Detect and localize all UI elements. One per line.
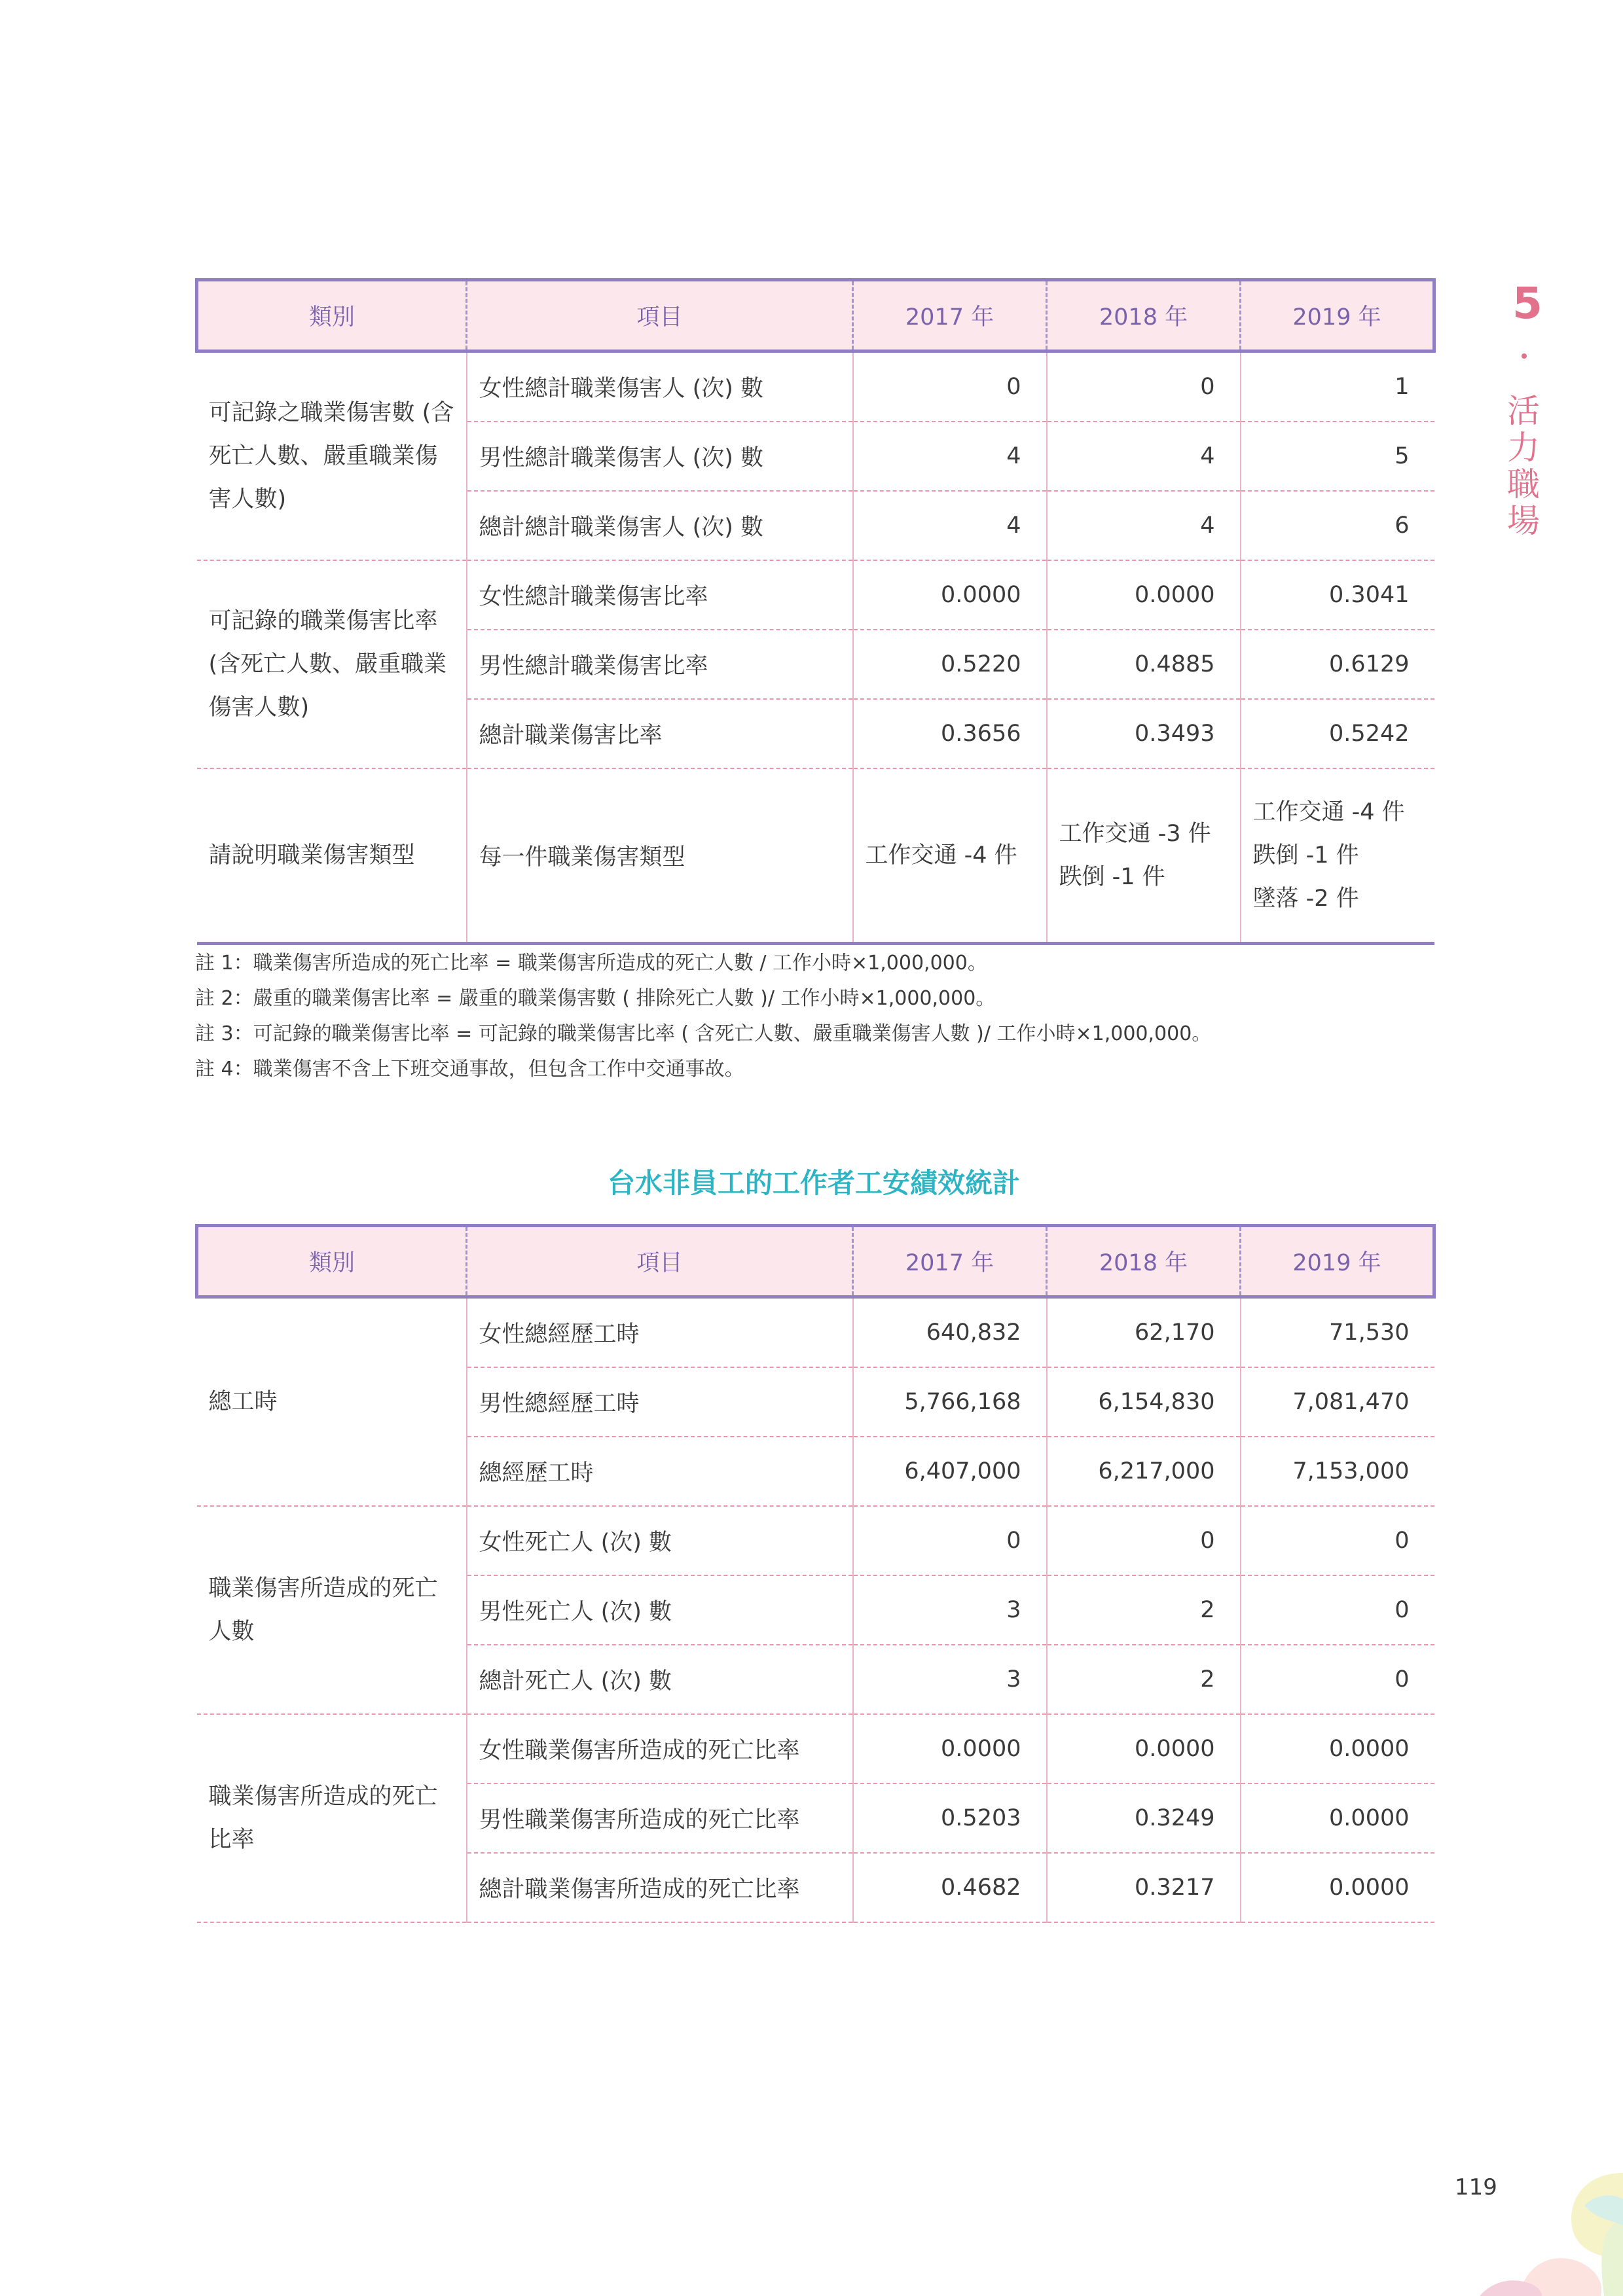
item-cell: 總計職業傷害所造成的死亡比率 (467, 1853, 853, 1922)
item-cell: 女性總計職業傷害人 (次) 數 (467, 351, 853, 422)
item-cell: 男性總經歷工時 (467, 1367, 853, 1437)
value-2017: 4 (853, 491, 1047, 560)
item-cell: 每一件職業傷害類型 (467, 768, 853, 944)
header-category: 類別 (197, 1226, 467, 1297)
value-2019: 0.0000 (1241, 1853, 1434, 1922)
category-cell: 職業傷害所造成的死亡人數 (197, 1506, 467, 1714)
value-2018: 0.0000 (1047, 1714, 1241, 1784)
injury-types-2019 (1241, 768, 1434, 944)
category-cell: 總工時 (197, 1297, 467, 1507)
table-row (197, 1297, 1434, 1368)
value-2018: 2 (1047, 1645, 1241, 1714)
header-2019: 2019 年 (1241, 1226, 1434, 1297)
value-2019: 0.3041 (1241, 560, 1434, 630)
non-employee-safety-table (195, 1224, 1436, 1923)
value-2019: 0 (1241, 1645, 1434, 1714)
value-2017: 5,766,168 (853, 1367, 1047, 1437)
item-cell: 女性總計職業傷害比率 (467, 560, 853, 630)
category-cell: 職業傷害所造成的死亡比率 (197, 1714, 467, 1922)
value-2017: 6,407,000 (853, 1437, 1047, 1506)
value-2018: 0.3493 (1047, 699, 1241, 768)
chapter-title: 活力職場 (1507, 392, 1540, 540)
note-line: 註 1：職業傷害所造成的死亡比率 = 職業傷害所造成的死亡人數 / 工作小時×1,000,000。 (195, 952, 987, 975)
value-2017: 0.3656 (853, 699, 1047, 768)
value-2017: 0 (853, 351, 1047, 422)
value-2018: 4 (1047, 491, 1241, 560)
note-line: 註 3：可記錄的職業傷害比率 = 可記錄的職業傷害比率 ( 含死亡人數、嚴重職業傷害人數 )/ 工作小時×1,000,000。 (195, 1022, 1212, 1045)
table-header-row (197, 1226, 1434, 1297)
value-2018: 0 (1047, 1506, 1241, 1575)
item-cell: 總計職業傷害比率 (467, 699, 853, 768)
item-cell: 男性總計職業傷害人 (次) 數 (467, 422, 853, 491)
item-cell: 總計總計職業傷害人 (次) 數 (467, 491, 853, 560)
value-2019: 1 (1241, 351, 1434, 422)
injury-types-2017 (853, 768, 1047, 944)
value-2017: 640,832 (853, 1297, 1047, 1368)
value-2019: 0 (1241, 1506, 1434, 1575)
header-2018: 2018 年 (1047, 1226, 1241, 1297)
header-item: 項目 (467, 1226, 853, 1297)
value-2018: 0.4885 (1047, 630, 1241, 699)
value-2019: 0.0000 (1241, 1714, 1434, 1784)
value-2019: 0.0000 (1241, 1784, 1434, 1853)
value-2019: 7,081,470 (1241, 1367, 1434, 1437)
page-number: 119 (1455, 2174, 1497, 2200)
value-2019: 0 (1241, 1575, 1434, 1645)
note-line: 註 2：嚴重的職業傷害比率 = 嚴重的職業傷害數 ( 排除死亡人數 )/ 工作小時×1,000,000。 (195, 987, 996, 1010)
injury-type-line: 工作交通 -3 件 (1059, 821, 1211, 847)
injury-type-line: 跌倒 -1 件 (1059, 864, 1165, 890)
value-2018: 0 (1047, 351, 1241, 422)
value-2018: 4 (1047, 422, 1241, 491)
value-2018: 6,154,830 (1047, 1367, 1241, 1437)
injury-type-line: 墜落 -2 件 (1252, 886, 1359, 912)
value-2019: 6 (1241, 491, 1434, 560)
header-2019: 2019 年 (1241, 280, 1434, 351)
category-cell: 可記錄之職業傷害數 (含死亡人數、嚴重職業傷害人數) (197, 351, 467, 561)
table-notes (195, 946, 1211, 1087)
item-cell: 女性職業傷害所造成的死亡比率 (467, 1714, 853, 1784)
value-2017: 0 (853, 1506, 1047, 1575)
item-cell: 總經歷工時 (467, 1437, 853, 1506)
injury-stats-table (195, 278, 1436, 945)
value-2019: 7,153,000 (1241, 1437, 1434, 1506)
value-2017: 0.5220 (853, 630, 1047, 699)
table-row (197, 351, 1434, 422)
value-2017: 0.0000 (853, 560, 1047, 630)
table-row (197, 1714, 1434, 1784)
injury-type-line: 工作交通 -4 件 (1252, 799, 1405, 825)
header-category: 類別 (197, 280, 467, 351)
chapter-number: 5 (1512, 278, 1542, 329)
item-cell: 總計死亡人 (次) 數 (467, 1645, 853, 1714)
section-title: 台水非員工的工作者工安績效統計 (607, 1167, 1020, 1199)
value-2019: 0.5242 (1241, 699, 1434, 768)
injury-type-line: 工作交通 -4 件 (865, 842, 1017, 869)
category-cell: 請說明職業傷害類型 (197, 768, 467, 944)
item-cell: 男性職業傷害所造成的死亡比率 (467, 1784, 853, 1853)
value-2017: 4 (853, 422, 1047, 491)
injury-types-2018 (1047, 768, 1241, 944)
table-row (197, 1506, 1434, 1575)
chapter-dot (1522, 353, 1527, 359)
value-2018: 0.3217 (1047, 1853, 1241, 1922)
injury-type-line: 跌倒 -1 件 (1252, 842, 1359, 869)
value-2019: 5 (1241, 422, 1434, 491)
value-2017: 3 (853, 1575, 1047, 1645)
category-cell: 可記錄的職業傷害比率 (含死亡人數、嚴重職業傷害人數) (197, 560, 467, 768)
table-header-row (197, 280, 1434, 351)
item-cell: 女性死亡人 (次) 數 (467, 1506, 853, 1575)
value-2019: 71,530 (1241, 1297, 1434, 1368)
decorative-swirl-graphic (1440, 2147, 1623, 2296)
value-2017: 3 (853, 1645, 1047, 1714)
table-row-injury-types (197, 768, 1434, 944)
value-2018: 2 (1047, 1575, 1241, 1645)
value-2017: 0.5203 (853, 1784, 1047, 1853)
value-2017: 0.4682 (853, 1853, 1047, 1922)
header-item: 項目 (467, 280, 853, 351)
value-2018: 6,217,000 (1047, 1437, 1241, 1506)
header-2018: 2018 年 (1047, 280, 1241, 351)
item-cell: 男性死亡人 (次) 數 (467, 1575, 853, 1645)
table-row (197, 560, 1434, 630)
value-2019: 0.6129 (1241, 630, 1434, 699)
item-cell: 男性總計職業傷害比率 (467, 630, 853, 699)
header-2017: 2017 年 (853, 280, 1047, 351)
value-2018: 62,170 (1047, 1297, 1241, 1368)
value-2018: 0.3249 (1047, 1784, 1241, 1853)
header-2017: 2017 年 (853, 1226, 1047, 1297)
note-line: 註 4：職業傷害不含上下班交通事故，但包含工作中交通事故。 (195, 1058, 744, 1081)
item-cell: 女性總經歷工時 (467, 1297, 853, 1368)
value-2017: 0.0000 (853, 1714, 1047, 1784)
value-2018: 0.0000 (1047, 560, 1241, 630)
